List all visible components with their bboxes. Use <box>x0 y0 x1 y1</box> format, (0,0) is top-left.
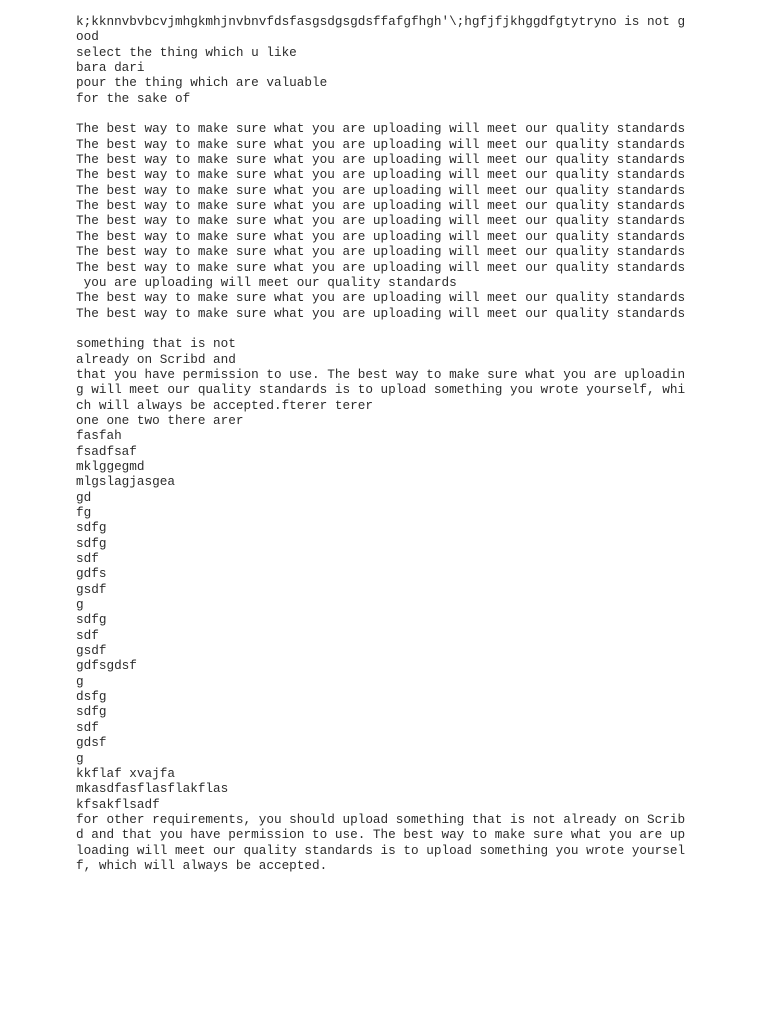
text-line: sdf <box>76 719 99 735</box>
text-line: sdfg <box>76 535 107 551</box>
text-line: The best way to make sure what you are uploading will meet our quality standards <box>76 121 686 137</box>
text-line: g will meet our quality standards is to upload something you wrote yourself, whi <box>76 382 686 398</box>
text-line: already on Scribd and <box>76 351 236 367</box>
text-line: The best way to make sure what you are uploading will meet our quality standards <box>76 244 686 260</box>
text-line: The best way to make sure what you are uploading will meet our quality standards <box>76 167 686 183</box>
document-page <box>76 14 686 873</box>
text-line: The best way to make sure what you are uploading will meet our quality standards <box>76 213 686 229</box>
text-line: mklggegmd <box>76 458 145 474</box>
text-line: The best way to make sure what you are uploading will meet our quality standards <box>76 136 686 152</box>
text-line: kkflaf xvajfa <box>76 765 175 781</box>
text-line: that you have permission to use. The best way to make sure what you are uploadin <box>76 366 686 382</box>
text-line: The best way to make sure what you are uploading will meet our quality standards <box>76 152 686 168</box>
text-line: bara dari <box>76 60 145 76</box>
text-line: g <box>76 673 84 689</box>
text-line: select the thing which u like <box>76 44 297 60</box>
text-line: pour the thing which are valuable <box>76 75 328 91</box>
text-line: The best way to make sure what you are uploading will meet our quality standards <box>76 290 686 306</box>
text-line: The best way to make sure what you are uploading will meet our quality standards <box>76 259 686 275</box>
text-line: mkasdfasflasflakflas <box>76 781 229 797</box>
text-line: sdfg <box>76 520 107 536</box>
text-line: something that is not <box>76 336 236 352</box>
text-line: fsadfsaf <box>76 443 137 459</box>
text-line: sdf <box>76 551 99 567</box>
text-line: The best way to make sure what you are uploading will meet our quality standards <box>76 198 686 214</box>
text-line: d and that you have permission to use. The best way to make sure what you are up <box>76 827 686 843</box>
text-line: The best way to make sure what you are uploading will meet our quality standards <box>76 182 686 198</box>
text-line: one one two there arer <box>76 412 244 428</box>
text-line: for other requirements, you should upload something that is not already on Scrib <box>76 811 686 827</box>
text-line: g <box>76 597 84 613</box>
blank-line <box>76 321 676 336</box>
text-line: The best way to make sure what you are uploading will meet our quality standards <box>76 228 686 244</box>
text-line: dsfg <box>76 689 107 705</box>
text-line: gdfs <box>76 566 107 582</box>
text-line: gdfsgdsf <box>76 658 137 674</box>
text-line: loading will meet our quality standards is to upload something you wrote yoursel <box>76 842 686 858</box>
text-line: sdfg <box>76 612 107 628</box>
text-line: sdf <box>76 627 99 643</box>
text-line: g <box>76 750 84 766</box>
text-line: gdsf <box>76 735 107 751</box>
text-line: fasfah <box>76 428 122 444</box>
text-line: sdfg <box>76 704 107 720</box>
text-line: for the sake of <box>76 90 191 106</box>
text-line: you are uploading will meet our quality standards <box>76 274 457 290</box>
text-line: gd <box>76 489 92 505</box>
text-line: k;kknnvbvbcvjmhgkmhjnvbnvfdsfasgsdgsgdsffafgfhgh'\;hgfjfjkhggdfgtytryno is not g <box>76 14 686 29</box>
blank-line <box>76 106 676 121</box>
text-line: fg <box>76 505 92 520</box>
text-line: The best way to make sure what you are uploading will meet our quality standards <box>76 305 686 321</box>
text-line: mlgslagjasgea <box>76 474 175 490</box>
text-line: ood <box>76 29 99 45</box>
text-line: gsdf <box>76 581 107 597</box>
text-line: kfsakflsadf <box>76 796 160 812</box>
text-line: ch will always be accepted.fterer terer <box>76 397 373 413</box>
text-line: f, which will always be accepted. <box>76 857 328 873</box>
text-line: gsdf <box>76 643 107 659</box>
